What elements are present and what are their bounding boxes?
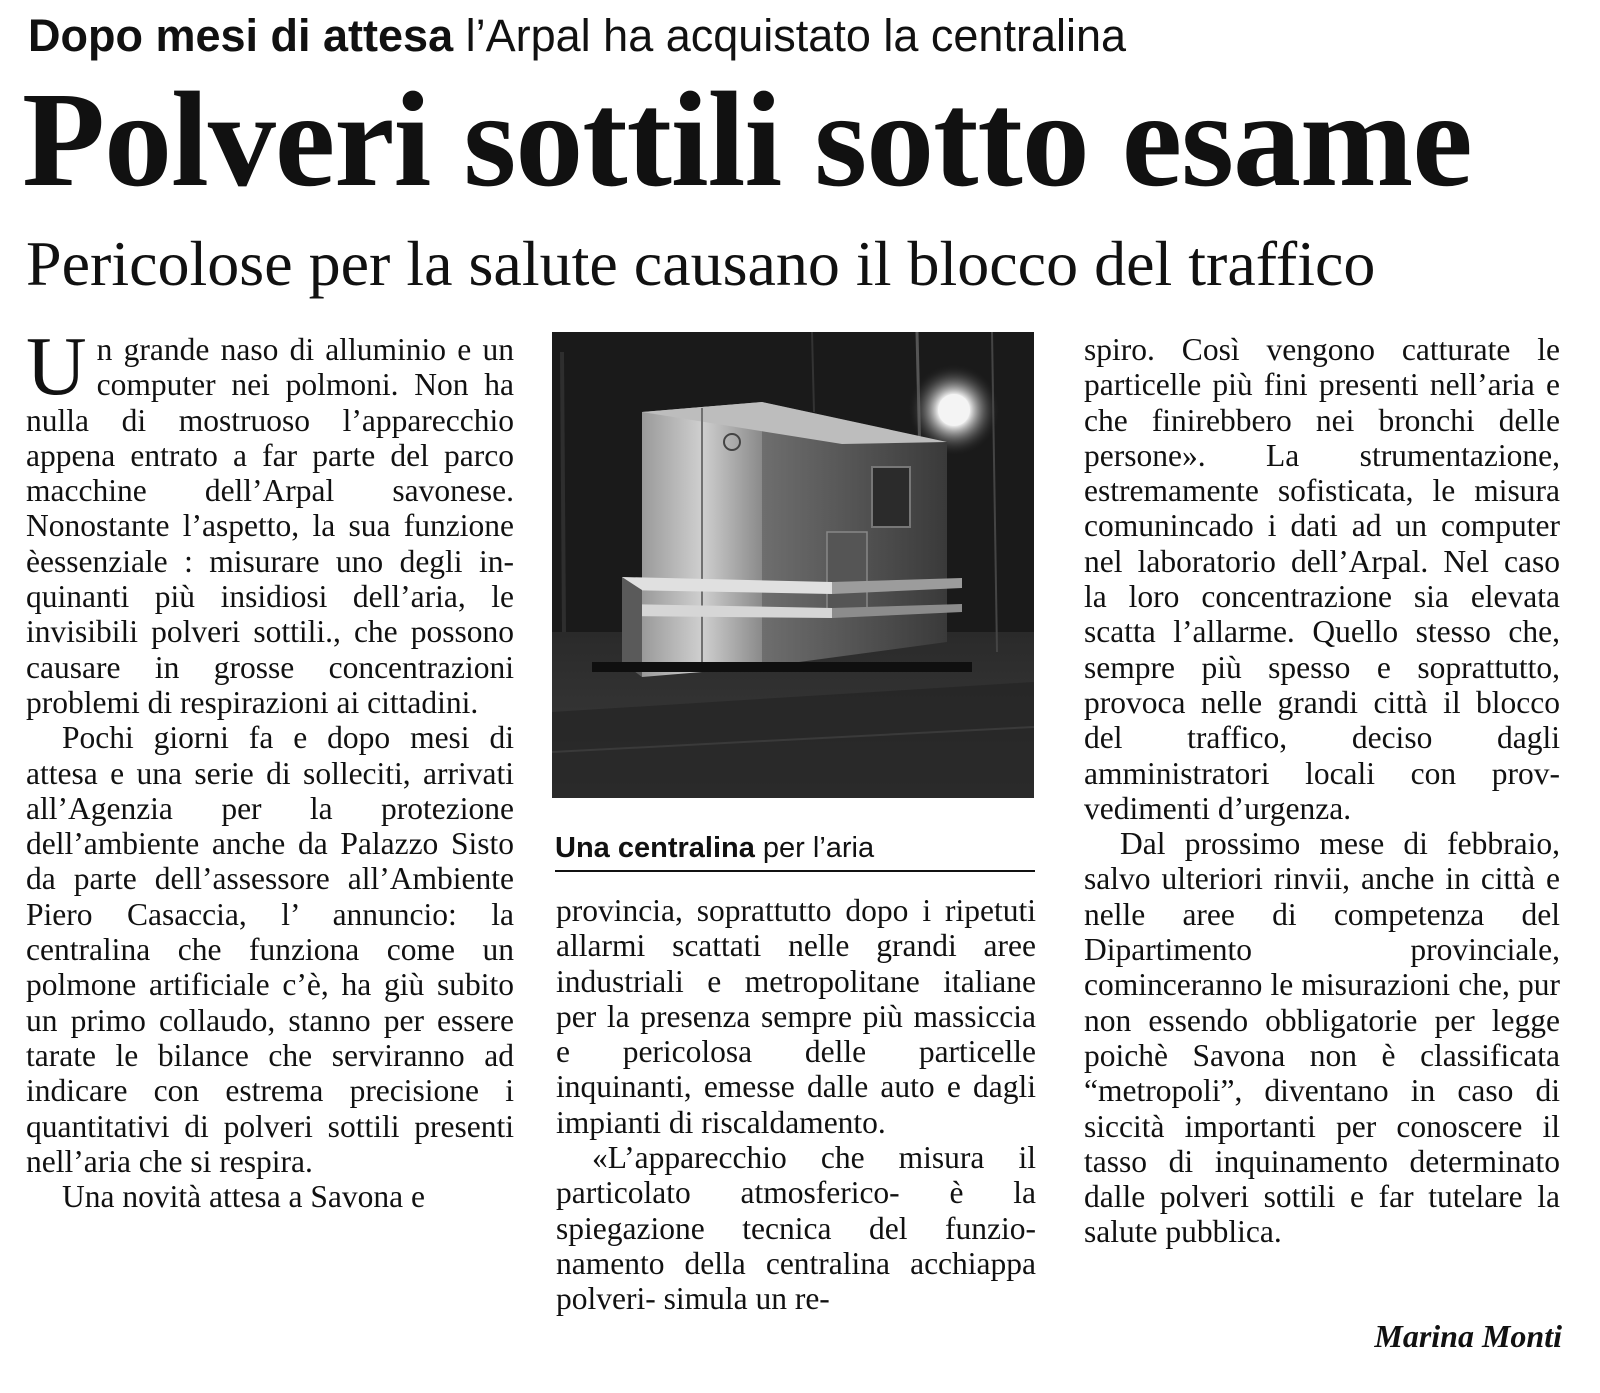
subheadline: Pericolose per la salute causano il blocco del traffico <box>26 228 1376 299</box>
paragraph: spiro. Così vengono catturate le particelle più fini presenti nell’aria e che finirebbero nei bronchi delle persone». La strumentazione, estremamente sofisticata, le misura comunincado i dati ad un computer nel laboratorio dell’Arpal. Nel caso la loro concentrazione sia elevata scatta l’allarme. Quello stesso che, sempre più spesso e soprattutto, provoca nelle grandi città il blocco del traffico, deciso dagli amministratori locali con provvedimenti d’urgenza. <box>1084 332 1560 826</box>
photo-caption <box>555 830 1035 872</box>
caption-regular: per l’aria <box>762 832 875 864</box>
article-column-1 <box>26 320 514 1372</box>
article-column-3 <box>1084 332 1560 1272</box>
paragraph: Una novità attesa a Savona e <box>62 1179 425 1215</box>
photo-air-monitoring-station <box>552 332 1034 798</box>
paragraph: provincia, soprattutto dopo i ripetuti allarmi scattati nelle grandi aree industriali e metropolitane italiane per la presenza sempre più massiccia e pericolosa delle particelle inquinanti, emesse dalle auto e dagli impianti di riscaldamento. <box>556 893 1036 1140</box>
kicker-bold: Dopo mesi di attesa <box>28 10 454 61</box>
headline: Polveri sottili sotto esame <box>22 65 1472 215</box>
paragraph <box>26 320 514 720</box>
kicker <box>28 8 1588 64</box>
article-column-2 <box>556 893 1036 1373</box>
paragraph-text: n grande naso di alluminio e un computer nei polmoni. Non ha nulla di mostruoso l’apparecchio appena entrato a far parte del parco macchine dell’Arpal savonese. Nonostante l’aspetto, la sua funzione èessenziale : misurare uno degli inquinanti più insidiosi dell’aria, le invisibili polveri sottili., che possono causare in grosse concentrazioni problemi di respirazioni ai cittadini. <box>26 332 514 720</box>
paragraph: Pochi giorni fa e dopo mesi di attesa e una serie di solleciti, arrivati all’Agenzia per la protezione dell’ambiente anche da Palazzo Sisto da parte dell’assessore all’Ambiente Piero Casaccia, l’ annuncio: la centralina che funziona come un polmone artificiale c’è, ha giù subito un primo collaudo, stanno per essere tarate le bilance che serviranno ad indicare con estrema precisione i quantitativi di polveri sottili presenti nell’aria che si respira. <box>26 720 514 1179</box>
caption-bold: Una centralina <box>555 832 755 864</box>
drop-cap: U <box>26 320 87 413</box>
kicker-regular: l’Arpal ha acquistato la centralina <box>465 10 1127 61</box>
photo-illustration <box>552 332 1034 798</box>
byline: Marina Monti <box>1374 1318 1562 1354</box>
paragraph: «L’apparecchio che misura il particolato atmosferico- è la spiegazione tecnica del funzionamento della centralina acchiappa polveri- simula un re- <box>556 1140 1036 1317</box>
paragraph: Dal prossimo mese di febbraio, salvo ulteriori rinvii, anche in città e nelle aree di competenza del Dipartimento provinciale, cominceranno le misurazioni che, pur non essendo obbligatorie per legge poichè Savona non è classificata “metropoli”, diventano in caso di siccità importanti per conoscere il tasso di inquinamento determinato dalle polveri sottili e far tutelare la salute pubblica. <box>1084 826 1560 1250</box>
